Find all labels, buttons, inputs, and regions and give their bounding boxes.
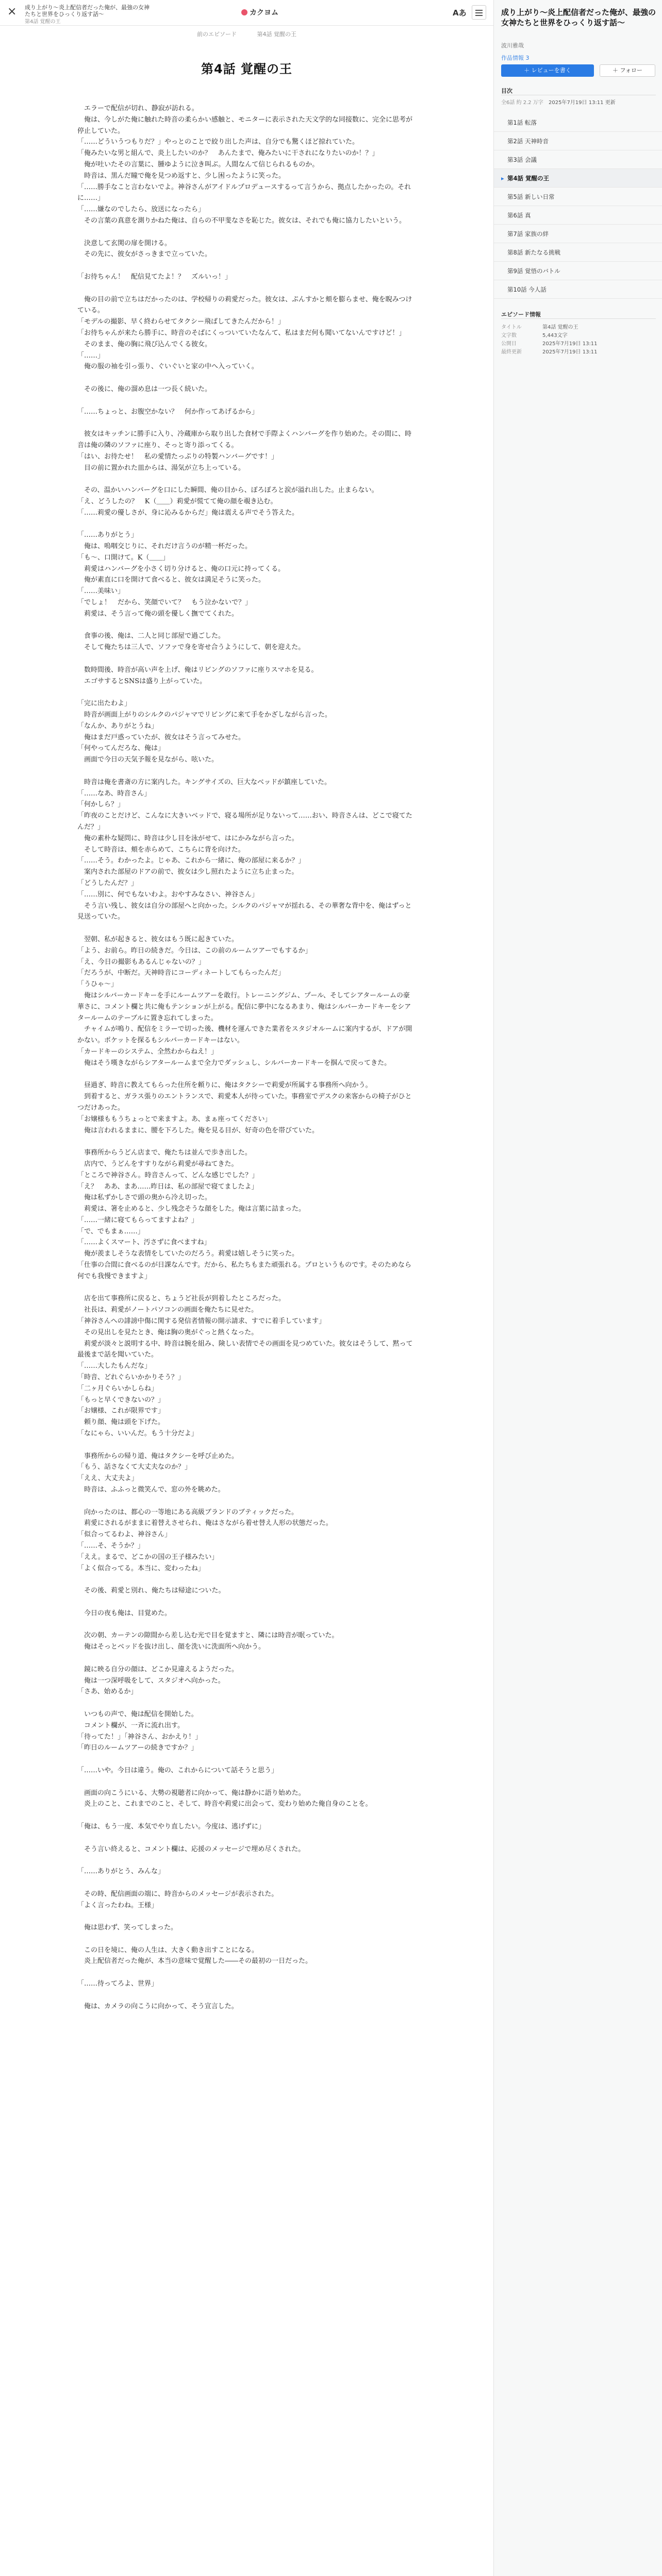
body-paragraph: 俺が素直に口を開けて食べると、彼女は満足そうに笑った。 [77,576,266,584]
sidebar-works-link[interactable]: 作品情報 3 [501,55,529,61]
meta-row [501,98,656,106]
body-paragraph [77,1877,416,1889]
body-paragraph: その時、配信画面の端に、時音からのメッセージが表示された。 [77,1890,278,1898]
body-paragraph [77,687,416,698]
body-paragraph: 「え？ ああ、まあ……昨日は、私の部屋で寝てましたよ」 [77,1182,258,1191]
sidebar-author[interactable]: 波川雅哉 [501,42,524,49]
body-paragraph: 案内された部屋のドアの前で、彼女は少し照れたように立ち止まった。 [77,868,299,876]
review-button[interactable]: ＋ レビューを書く [501,64,594,77]
body-paragraph: 「ところで神谷さん。時音さんって、どんな感じでした？」 [77,1171,259,1179]
body-paragraph [77,1496,416,1507]
body-paragraph: 俺は、今しがた俺に触れた時音の柔らかい感触と、モニターに表示された天文学的な同接数に、完全に思考が停止していた。 [77,115,413,135]
body-paragraph [77,283,416,294]
body-paragraph: 「なんか、ありがとうね」 [77,722,158,730]
body-paragraph [77,1810,416,1821]
body-paragraph: 「……ありがとう」 [77,531,138,539]
body-paragraph: 「よう、お前ら。昨日の続きだ。今日は、この前のルームツアーでもするか」 [77,946,312,955]
body-paragraph: 昼過ぎ、時音に教えてもらった住所を頼りに、俺はタクシーで莉愛が所属する事務所へ向かう。 [77,1081,372,1090]
body-paragraph: 「神谷さんへの誹謗中傷に関する発信者情報の開示請求、すでに着手しています」 [77,1317,326,1326]
body-paragraph: 「はい、お待たせ！ 私の愛情たっぷりの特製ハンバーグです！」 [77,452,278,461]
body-paragraph: 翌朝、私が起きると、彼女はもう既に起きていた。 [77,935,239,943]
episode-info-value: 第4話 覚醒の王 [542,325,578,330]
meta-value: 2025年7月19日 13:11 更新 [549,100,616,106]
episode-info-key: 文字数 [501,333,517,338]
breadcrumb [0,30,493,38]
body-paragraph: 「……勝手なこと言わないでよ。神谷さんがアイドルプロデュースするって言うから、拠点したかったの。それに……」 [77,183,411,202]
body-paragraph: 到着すると、ガラス張りのエントランスで、莉愛本人が待っていた。事務室でデスクの来客からの椅子がひとつだけあった。 [77,1093,412,1112]
body-paragraph: 今日の夜も俺は、目覚めた。 [77,1609,172,1617]
body-paragraph [77,473,416,485]
body-paragraph: その先に、彼女がさっきまで立っていた。 [77,250,212,259]
logo-mark-icon [241,9,247,15]
body-paragraph [77,1967,416,1978]
toc-menu-icon[interactable] [472,5,486,20]
body-paragraph: 炎上配信者だった俺が、本当の意味で覚醒した――その最初の一日だった。 [77,1957,312,1965]
toc-item-label: 第2話 天神時音 [507,138,549,145]
body-paragraph: 「……そ、そうか？」 [77,1542,144,1550]
body-paragraph [77,1619,416,1631]
body-paragraph: 「お待ちゃんが来たら勝手に、時音のそばにくっついていたなんて、私はまだ何も聞いてないんですけど！」 [77,329,406,337]
body-paragraph: 食事の後、俺は、二人と同じ部屋で過ごした。 [77,632,225,640]
sidebar [493,0,662,2576]
body-paragraph [77,1754,416,1765]
body-paragraph: 「時音、どれぐらいかかりそう？」 [77,1374,185,1382]
body-paragraph [77,1574,416,1585]
body-paragraph: 時音は俺を書斎の方に案内した。キングサイズの、巨大なベッドが鎮座していた。 [77,778,332,786]
body-paragraph: そう言い残し、彼女は自分の部屋へと向かった。シルクのパジャマが揺れる、その華奢な背中を、俺はずっと見送っていた。 [77,902,412,921]
body-paragraph: 社長は、莉愛がノートパソコンの画面を俺たちに見せた。 [77,1306,258,1314]
body-paragraph: 俺は一つ深呼吸をして、スタジオへ向かった。 [77,1676,225,1685]
header-work-title-text: 成り上がり〜炎上配信者だった俺が、最強の女神たちと世界をひっくり返す話〜 [25,4,150,18]
sidebar-work-title[interactable]: 成り上がり〜炎上配信者だった俺が、最強の女神たちと世界をひっくり返す話〜 [501,8,656,27]
body-paragraph [77,1282,416,1294]
body-paragraph: 「よく言ったわね。王様」 [77,1901,158,1909]
body-paragraph [77,227,416,238]
body-paragraph: 決意して玄関の扉を開ける。 [77,239,172,247]
body-paragraph: 「……」 [77,351,105,360]
body-paragraph: そして俺たちは三人で、ソファで身を寄せ合うようにして、朝を迎えた。 [77,643,305,652]
body-paragraph: 時音は、黒んだ瞳で俺を見つめ返すと、少し困ったように笑った。 [77,172,286,180]
body-paragraph: 「……よくスマート、汚さずに食べますね」 [77,1239,211,1247]
body-paragraph: 「お待ちゃん！ 配信見てたよ！？ ズルいっ！」 [77,273,232,281]
meta-key: 全6話 約 2.2 万字 [501,100,543,106]
episode-title: 第4話 覚醒の王 [201,62,293,76]
body-paragraph: 「モデルの撮影、早く終わらせてタクシー飛ばしてきたんだから！」 [77,318,285,326]
toc-item-label: 第9話 覚悟のバトル [507,267,560,275]
body-paragraph: 「だろうが、中断だ。天神時音にコーディネートしてもらったんだ」 [77,969,285,977]
episode-info-value: 2025年7月19日 13:11 [542,341,598,347]
body-paragraph [77,1439,416,1451]
body-paragraph: そのまま、俺の胸に飛び込んでくる彼女。 [77,340,212,348]
body-paragraph: 俺はそっとベッドを抜け出し、顔を洗いに洗面所へ向かう。 [77,1643,266,1651]
episode-info-key: タイトル [501,325,522,330]
body-paragraph: 俺が羨ましそうな表情をしていたのだろう。莉愛は嬉しそうに笑った。 [77,1250,299,1258]
header-episode-subtitle: 第4話 覚醒の王 [25,19,61,25]
body-paragraph [77,1653,416,1664]
current-episode-crumb: 第4話 覚醒の王 [257,31,296,38]
body-paragraph: 俺はシルバーカードキーを手にルームツアーを敢行。トレーニングジム、プール、そしてシアタールームの豪華さに、コメント欄と共に俺もテンションが上がる。配信に夢中になるあまり、俺はシルバーカードキーをシアタールームのテーブルに置き忘れてしまった。 [77,991,411,1022]
episode-info-key: 公開日 [501,341,517,347]
toc-item[interactable] [494,206,662,225]
body-paragraph: 「え、どうしたの？ K（＿＿）莉愛が慌てて俺の顔を覗き込む。 [77,497,277,505]
body-paragraph: 「仕事の合間に食べるのが日課なんです。だから、私たちもまた頑張れる。プロというものです。そのためなら何でも我慢できますよ」 [77,1261,411,1280]
body-paragraph [77,1990,416,2001]
body-paragraph: 「さあ、始めるか」 [77,1688,138,1696]
toc-item-label: 第10話 今人話 [507,286,547,293]
episode-info-row [501,323,578,330]
body-paragraph: 「……なあ、時音さん」 [77,789,151,798]
body-paragraph: 彼女はキッチンに勝手に入り、冷蔵庫から取り出した食材で手際よくハンバーグを作り始めた。その間に、時音は俺の隣のソファに座り、そっと寄り添ってくる。 [77,430,412,449]
body-paragraph: 「ええ、大丈夫よ」 [77,1475,138,1483]
body-paragraph: そして時音は、頬を赤らめて、こちらに背を向けた。 [77,845,245,854]
body-paragraph [77,518,416,530]
episode-body [77,103,416,2012]
body-paragraph: 向かったのは、都心の一等地にある高級ブランドのブティックだった。 [77,1508,298,1516]
body-paragraph [77,1855,416,1866]
body-paragraph: 「でしょ！ だから、笑顔でいて？ もう泣かないで？」 [77,599,252,607]
body-paragraph: 「どうしたんだ？」 [77,879,138,887]
toc-item-label: 第6話 真 [507,212,531,219]
body-paragraph: 「……別に、何でもないわよ。おやすみなさい、神谷さん」 [77,890,259,899]
episode-info-value: 5,443文字 [542,333,568,338]
reader-main [0,26,493,2576]
body-paragraph: 「昨日のルームツアーの続きですか？」 [77,1744,198,1752]
body-paragraph: 「……大したもんだな」 [77,1362,152,1370]
body-paragraph: 「……ちょっと、お腹空かない？ 何か作ってあげるから」 [77,408,259,416]
toc-item[interactable] [494,132,662,150]
body-paragraph: 「うひゃ〜」 [77,980,118,989]
body-paragraph: 俺はまだ戸惑っていたが、彼女はそう言ってみせた。 [77,733,245,741]
close-icon[interactable]: × [7,5,17,18]
episode-info-value: 2025年7月19日 13:11 [542,349,598,355]
body-paragraph [77,766,416,777]
body-paragraph: 俺は私ずかしさで頭の奥から冷え切った。 [77,1194,212,1202]
toc-item[interactable] [494,150,662,169]
body-paragraph: その後、莉愛と別れ、俺たちは帰途についた。 [77,1587,225,1595]
body-paragraph: 莉愛が淡々と説明する中、時音は腕を組み、険しい表情でその画面を見つめていた。彼女はそうして、黙って最後まで話を聞いていた。 [77,1340,413,1359]
toc-heading: 目次 [501,88,512,94]
body-paragraph: 事務所からの帰り道、俺はタクシーを呼び止めた。 [77,1452,239,1460]
body-paragraph: 頼り顔、俺は頭を下げた。 [77,1418,165,1427]
body-paragraph: 店内で、うどんをすすりながら莉愛が尋ねてきた。 [77,1160,238,1168]
body-paragraph: 数時間後、時音が高い声を上げ、俺はリビングのソファに座りスマホを見る。 [77,666,318,674]
body-paragraph: 俺が吐いたその言葉に、腫ゆように泣き叫ぶ。人間なんて信じられるものか。 [77,160,319,168]
body-paragraph [77,395,416,406]
body-paragraph: 「……ありがとう、みんな」 [77,1868,165,1876]
body-paragraph: 莉愛は、箸を止めると、少し残念そうな顔をした。俺は言葉に詰まった。 [77,1205,306,1213]
text-size-button[interactable]: Aあ [453,8,467,18]
body-paragraph: 莉愛は、そう言って俺の頭を優しく撫でてくれた。 [77,609,239,618]
body-paragraph [77,1136,416,1147]
toc-item-label: 第5話 新しい日常 [507,193,555,200]
body-paragraph: 「……いや。今日は違う。俺の、これからについて話そうと思う」 [77,1766,278,1774]
follow-button[interactable]: ＋ フォロー [600,64,655,77]
body-paragraph: そう言い終えると、コメント欄は、応援のメッセージで埋め尽くされた。 [77,1845,305,1853]
toc-item[interactable] [494,243,662,262]
body-paragraph: 「俺みたいな男と組んで、炎上したいのか？ あんたまで、俺みたいに干されになりたいのか！？」 [77,149,379,158]
body-paragraph: 「ええ。まるで、どこかの国の王子様みたい」 [77,1553,219,1561]
body-paragraph [77,1776,416,1788]
body-paragraph: 俺は思わず、笑ってしまった。 [77,1924,177,1932]
body-paragraph: 「……嫌なのでしたら、放送になったら」 [77,206,205,214]
body-paragraph: その、温かいハンバーグを口にした瞬間、俺の目から、ぽろぽろと涙が溢れ出した。止まらない。 [77,486,378,495]
body-paragraph: 「もっと早くできないの？」 [77,1396,165,1404]
episode-info-key: 最終更新 [501,349,522,355]
body-paragraph: 俺は、嗚咽交じりに、それだけ言うのが精一杯だった。 [77,543,252,551]
body-paragraph: 俺はそう嘆きながらシアタールームまで全力でダッシュし、シルバーカードキーを掴んで戻ってきた。 [77,1059,391,1067]
body-paragraph: その後に、俺の溜め息は一つ長く続いた。 [77,385,212,393]
body-paragraph: その言葉の真意を測りかねた俺は、自らの不甲斐なさを恥じた。彼女は、それでも俺に協力したいという。 [77,216,406,225]
prev-episode-link[interactable]: 前のエピソード [197,31,237,38]
body-paragraph: 「もう、話さなくて大丈夫なのか？」 [77,1463,192,1471]
body-paragraph [77,1833,416,1844]
body-paragraph: エラーで配信が切れ、静寂が訪れる。 [77,105,198,112]
toc-item[interactable] [494,280,662,299]
body-paragraph: チャイムが鳴り、配信をミラーで切った後、機材を運んできた業者をスタジオルームに案内するが、ドアが開かない。ポケットを探るもシルバーカードキーはない。 [77,1025,412,1045]
body-paragraph [77,372,416,384]
body-paragraph: 「……美味い」 [77,587,125,596]
body-paragraph: その見出しを見たとき、俺は胸の奥がぐっと熱くなった。 [77,1328,258,1336]
body-paragraph: 「……そう。わかったよ。じゃあ、これから一緒に、俺の部屋に来るか？」 [77,857,305,865]
body-paragraph: 次の朝、カーテンの隙間から差し込む光で目を覚ますと、隣には時音が眠っていた。 [77,1632,339,1640]
body-paragraph: 「何やってんだろな、俺は」 [77,744,165,753]
body-paragraph: 「お嬢様、これが限界です」 [77,1407,165,1415]
toc-item-label: 第4話 覚醒の王 [507,175,550,182]
body-paragraph: 「よく似合ってる。本当に、変わったね」 [77,1564,205,1572]
body-paragraph [77,923,416,934]
body-paragraph [77,653,416,665]
episode-info-heading: エピソード情報 [501,311,541,318]
body-paragraph: 「お嬢様ももうちょっとで来ますよ。あ、まぁ座ってください」 [77,1115,272,1123]
toc-item[interactable] [494,188,662,206]
body-paragraph: 俺は、カメラの向こうに向かって、そう宣言した。 [77,2002,238,2010]
toc-item-label: 第7話 家族の絆 [507,230,549,238]
body-paragraph: 莉愛はハンバーグを小さく切り分けると、俺の口元に持ってくる。 [77,565,285,573]
episode-info-row [501,339,598,347]
body-paragraph: 「二ヶ月ぐらいかしらね」 [77,1384,158,1393]
body-paragraph: 「……莉愛の優しさが、身に沁みるからだ」俺は震える声でそう答えた。 [77,509,299,517]
body-paragraph: 「も〜、口開けて。K（＿＿」 [77,553,170,562]
episode-info-row [501,347,598,355]
body-paragraph: 時音が画面上がりのシルクのパジャマでリビングに来て手をかざしながら言った。 [77,711,332,719]
toc-item[interactable] [494,262,662,280]
body-paragraph: この日を境に、俺の人生は、大きく動き出すことになる。 [77,1946,259,1954]
body-paragraph [77,1698,416,1709]
body-paragraph: 「……一緒に寝てもらってますよね？」 [77,1216,198,1224]
body-paragraph: 画面の向こうにいる、大勢の視聴者に向かって、俺は静かに語り始めた。 [77,1789,305,1797]
body-paragraph: 「で、でもまぁ……」 [77,1227,144,1235]
body-paragraph: 「なにゃら、いいんだ。もう十分だよ」 [77,1430,198,1438]
toc-item-label: 第1話 転落 [507,119,537,126]
header-work-title[interactable] [25,4,154,25]
divider [501,318,656,319]
body-paragraph [77,260,416,272]
body-paragraph: 時音は、ふふっと微笑んで、窓の外を眺めた。 [77,1486,225,1494]
body-paragraph [77,1911,416,1922]
site-logo[interactable] [241,7,278,18]
body-paragraph [77,620,416,631]
body-paragraph [77,417,416,429]
body-paragraph: 「似合ってるわよ、神谷さん」 [77,1531,172,1539]
body-paragraph: 俺の素朴な疑問に、時音は少し目を泳がせて、はにかみながら言った。 [77,834,299,842]
body-paragraph: 「……どういうつもりだ？」やっとのことで絞り出した声は、自分でも驚くほど掠れていた。 [77,138,359,146]
body-paragraph: エゴサするとSNSは盛り上がっていた。 [77,677,207,685]
body-paragraph: 「カードキーのシステム、全然わからねえ！」 [77,1047,218,1056]
body-paragraph: 「……待ってろよ、世界」 [77,1980,158,1988]
current-marker-icon: ▸ [501,175,504,182]
body-paragraph: 事務所からうどん店まで、俺たちは並んで歩き出した。 [77,1149,252,1157]
body-paragraph: 店を出て事務所に戻ると、ちょうど社長が到着したところだった。 [77,1295,286,1303]
body-paragraph: 目の前に置かれた皿からは、湯気が立ち上っている。 [77,464,245,472]
body-paragraph: 「完に出たわよ」 [77,700,131,708]
toc-item[interactable] [494,225,662,243]
episode-info-row [501,331,568,338]
body-paragraph: 炎上のこと、これまでのこと、そして、時音や莉愛に出会って、変わり始めた俺自身のことを。 [77,1800,372,1808]
body-paragraph: 俺の服の袖を引っ張り、ぐいぐいと家の中へ入っていく。 [77,363,258,371]
body-paragraph: 莉愛にされるがままに着替えさせられ、俺はさながら着せ替え人形の状態だった。 [77,1519,333,1528]
body-paragraph: 俺は言われるままに、腰を下ろした。俺を見る目が、好奇の色を帯びていた。 [77,1126,319,1134]
toc-item-label: 第8話 新たなる挑戦 [507,249,560,256]
toc-item[interactable] [494,169,662,188]
body-paragraph [77,1597,416,1608]
body-paragraph: いつもの声で、俺は配信を開始した。 [77,1710,198,1718]
site-logo-text: カクヨム [250,9,278,17]
body-paragraph: 「え、今日の撮影もあるんじゃないの？」 [77,958,205,966]
body-paragraph [77,1069,416,1080]
toc-item[interactable] [494,113,662,132]
body-paragraph: 「俺は、もう一度、本気でやり直したい。今度は、逃げずに」 [77,1822,266,1831]
body-paragraph: 「待ってた！」「神谷さん、おかえり！」 [77,1733,202,1741]
body-paragraph: コメント欄が、一斉に流れ出す。 [77,1721,184,1730]
body-paragraph: 画面で今日の天気予報を見ながら、呟いた。 [77,756,219,764]
body-paragraph [77,1934,416,1945]
toc-item-label: 第3話 会議 [507,156,537,163]
body-paragraph: 俺の目の前で立ちはだかったのは、学校帰りの莉愛だった。彼女は、ぷんすかと頬を膨らませ、俺を睨みつけている。 [77,295,412,315]
body-paragraph: 「昨夜のことだけど、こんなに大きいベッドで、寝る場所が足りないって……おい、時音さんは、どこで寝てたんだ？」 [77,812,412,831]
body-paragraph: 「何かしら？」 [77,801,125,809]
body-paragraph: 鏡に映る自分の顔は、どこか見違えるようだった。 [77,1665,239,1673]
